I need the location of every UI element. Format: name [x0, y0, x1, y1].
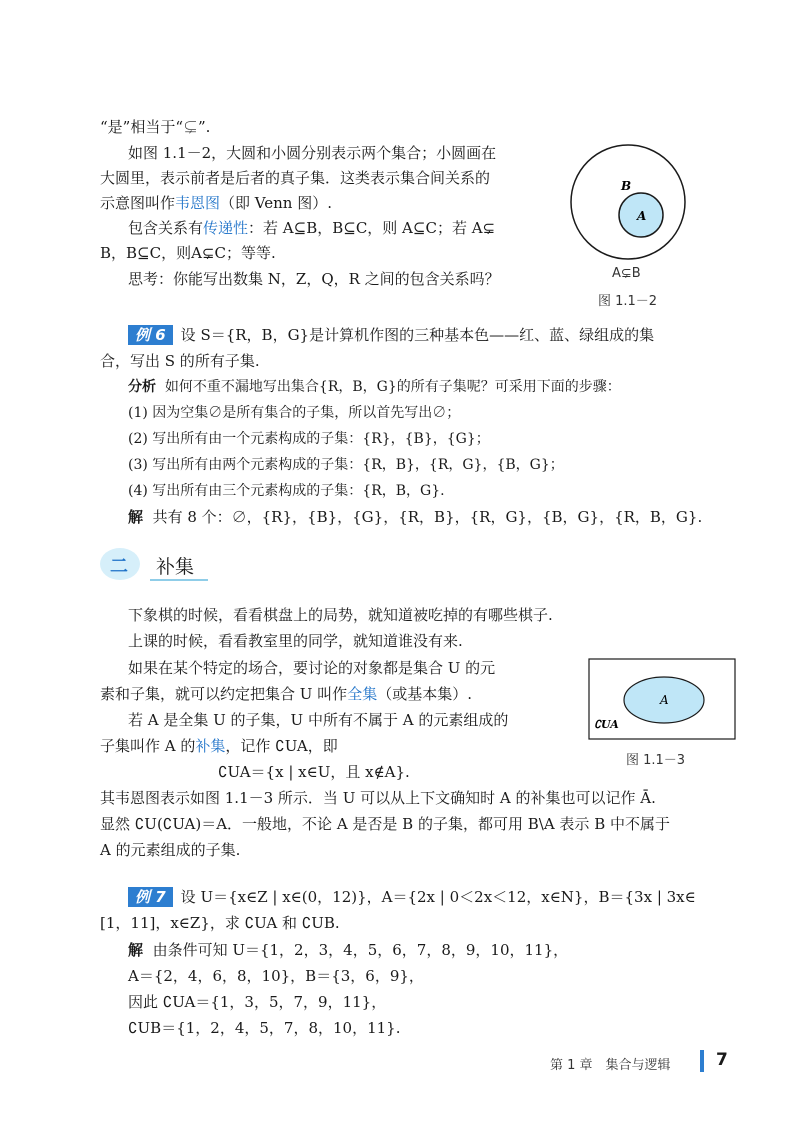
text-line: 其韦恩图表示如图 1.1－3 所示．当 U 可以从上下文确知时 A 的补集也可以记作 Ā. [100, 789, 656, 807]
text-line: B，B⊆C，则A⊊C；等等. [100, 244, 276, 262]
text-line: A 的元素组成的子集. [100, 841, 241, 859]
analysis-label: 分析 [128, 379, 156, 395]
label-complement: ∁UA [594, 718, 619, 731]
text-span: （即 Venn 图）. [220, 194, 332, 212]
text-span: （或基本集）. [377, 685, 472, 703]
chapter-label: 第 1 章 集合与逻辑 [550, 1058, 671, 1073]
formula: ∁UA＝{x | x∈U，且 x∉A}. [218, 763, 410, 781]
text-line: 大圆里，表示前者是后者的真子集．这类表示集合间关系的 [100, 169, 491, 187]
term-universal-set: 全集 [347, 685, 378, 703]
text-span: 设 S＝{R，B，G}是计算机作图的三种基本色——红、蓝、绿组成的集 [180, 326, 655, 344]
text-line: 若 A 是全集 U 的子集，U 中所有不属于 A 的元素组成的 [128, 711, 509, 729]
example-badge: 例 6 [128, 325, 173, 345]
term-complement: 补集 [195, 737, 226, 755]
solution-line [128, 506, 702, 528]
term-venn: 韦恩图 [175, 194, 221, 212]
text-line: 合，写出 S 的所有子集. [100, 352, 260, 370]
text-span: ，记作 ∁UA，即 [225, 737, 338, 755]
text-span: 如何不重不漏地写出集合{R，B，G}的所有子集呢？可采用下面的步骤： [164, 379, 621, 395]
solution-line [128, 939, 568, 961]
text-line: “是”相当于“⊊”. [100, 118, 211, 136]
text-line: 显然 ∁U(∁UA)＝A．一般地，不论 A 是否是 B 的子集，都可用 B\A 表示 B 中不属于 [100, 815, 670, 833]
example-6-line [128, 324, 654, 346]
venn-figure-complement [588, 658, 736, 740]
step-line: (1) 因为空集∅是所有集合的子集，所以首先写出∅； [128, 405, 461, 421]
figure-relation: A⊊B [612, 266, 641, 281]
text-line: 下象棋的时候，看看棋盘上的局势，就知道被吃掉的有哪些棋子. [128, 606, 553, 624]
text-span: 示意图叫作 [100, 194, 176, 212]
text-line [100, 683, 472, 705]
text-line: 因此 ∁UA＝{1，3，5，7，9，11}， [128, 993, 387, 1011]
page-number: 7 [716, 1050, 728, 1070]
text-line [128, 217, 495, 239]
label-b: B [621, 179, 632, 193]
footer-divider [700, 1050, 704, 1072]
solution-label: 解 [128, 941, 144, 959]
text-line [100, 735, 338, 757]
text-span: 子集叫作 A 的 [100, 737, 196, 755]
section-title: 补集 [156, 556, 195, 578]
text-span: 由条件可知 U＝{1，2，3，4，5，6，7，8，9，10，11}， [152, 941, 569, 959]
step-line: (2) 写出所有由一个元素构成的子集：{R}，{B}，{G}； [128, 431, 490, 447]
figure-caption: 图 1.1－2 [598, 294, 658, 309]
label-a: A [660, 693, 669, 707]
venn-figure-subset [566, 140, 690, 264]
text-line [100, 192, 332, 214]
text-span: 素和子集，就可以约定把集合 U 叫作 [100, 685, 348, 703]
figure-caption: 图 1.1－3 [626, 753, 686, 768]
step-line: (3) 写出所有由两个元素构成的子集：{R，B}，{R，G}，{B，G}； [128, 457, 564, 473]
text-span: ：若 A⊆B，B⊆C，则 A⊆C；若 A⊊ [248, 219, 496, 237]
term-transitivity: 传递性 [203, 219, 249, 237]
label-a: A [637, 209, 647, 223]
example-badge: 例 7 [128, 887, 173, 907]
analysis-line [128, 376, 621, 398]
step-line: (4) 写出所有由三个元素构成的子集：{R，B，G}. [128, 483, 445, 499]
text-line: 如果在某个特定的场合，要讨论的对象都是集合 U 的元 [128, 659, 496, 677]
section-header [100, 546, 210, 582]
text-line: 上课的时候，看看教室里的同学，就知道谁没有来. [128, 632, 463, 650]
text-line: [1，11]，x∈Z}，求 ∁UA 和 ∁UB. [100, 914, 340, 932]
text-line: 如图 1.1－2，大圆和小圆分别表示两个集合；小圆画在 [128, 144, 497, 162]
text-line: 思考：你能写出数集 N，Z，Q，R 之间的包含关系吗？ [128, 270, 500, 288]
section-number: 二 [110, 556, 128, 577]
text-span: 包含关系有 [128, 219, 204, 237]
solution-label: 解 [128, 508, 144, 526]
text-line: ∁UB＝{1，2，4，5，7，8，10，11}. [128, 1019, 401, 1037]
example-7-line [128, 886, 696, 908]
text-line: A＝{2，4，6，8，10}，B＝{3，6，9}， [128, 967, 424, 985]
text-span: 设 U＝{x∈Z | x∈(0，12)}，A＝{2x | 0＜2x＜12，x∈N}，B＝{3x | 3x∈ [180, 888, 696, 906]
text-span: 共有 8 个：∅，{R}，{B}，{G}，{R，B}，{R，G}，{B，G}，{R，B，G}. [152, 508, 703, 526]
